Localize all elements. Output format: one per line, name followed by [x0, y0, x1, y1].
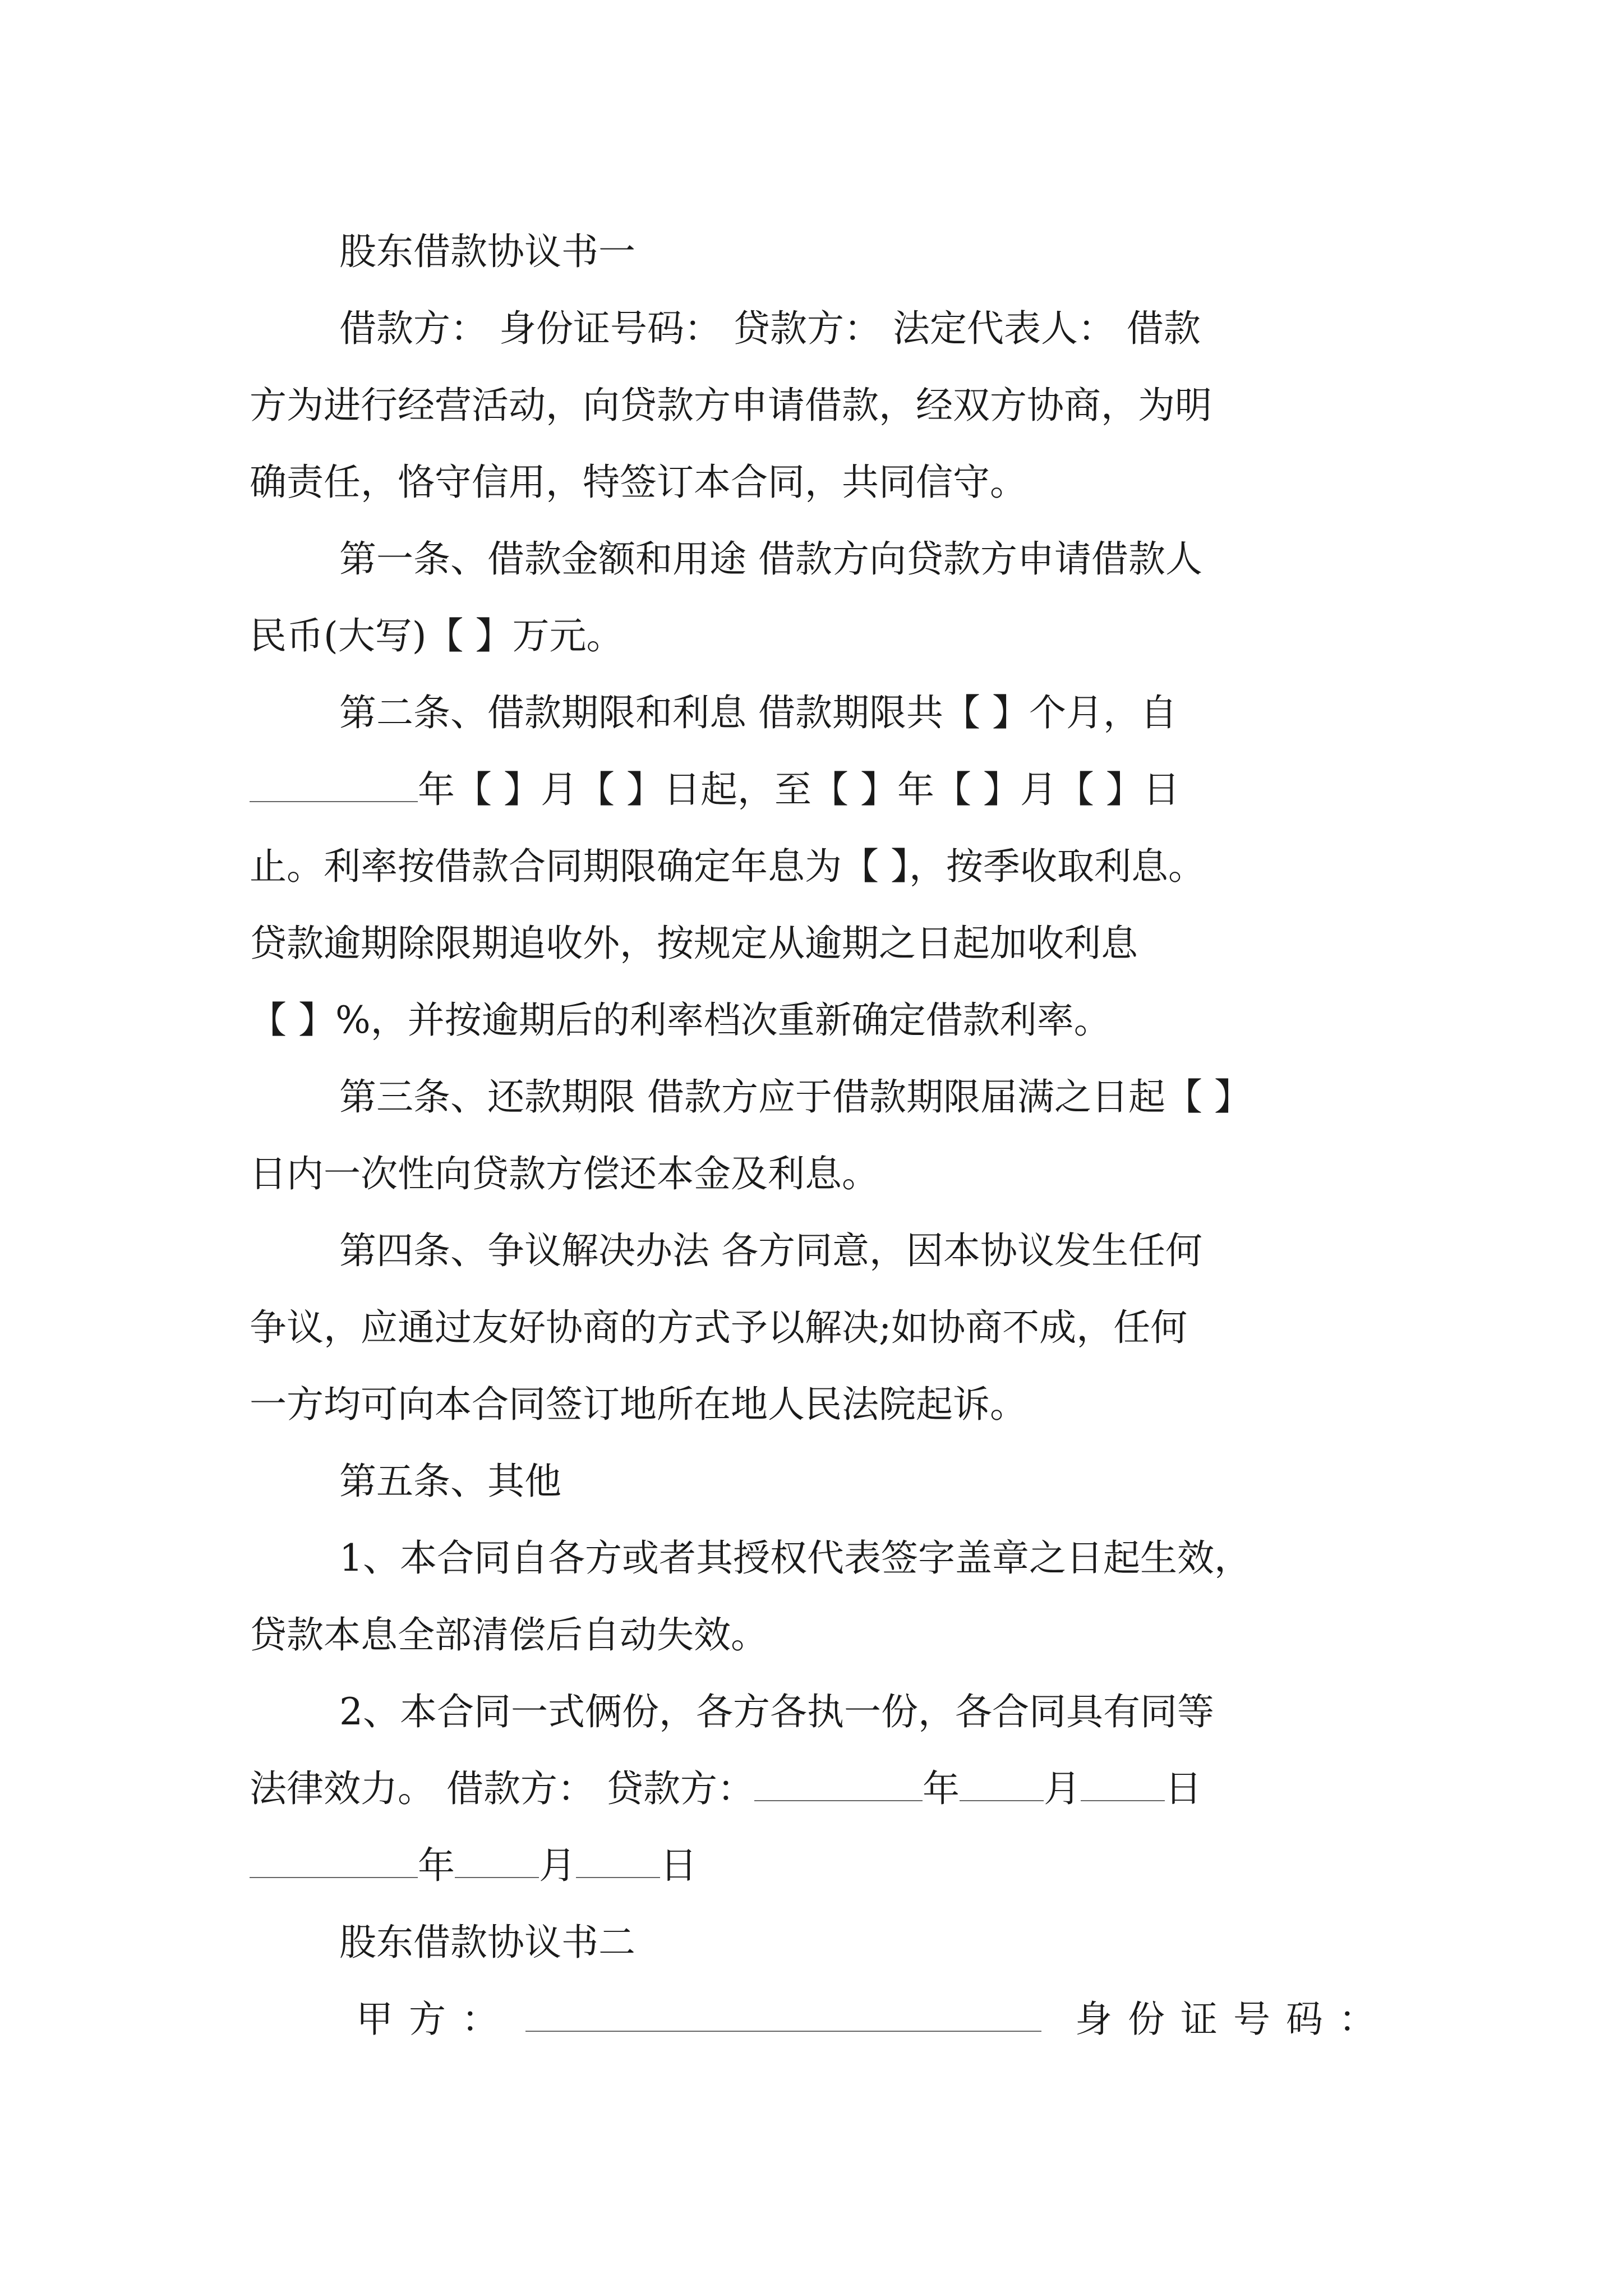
blank-underline: [754, 1763, 923, 1801]
signature-date-line: [250, 1827, 1388, 1904]
month-label: 月: [1043, 1767, 1081, 1810]
signature-parties: 法律效力。 借款方： 贷款方：: [250, 1767, 754, 1810]
party-a-label: 甲方：: [356, 1998, 514, 2041]
blank-underline: [455, 1840, 539, 1878]
article-text: 年【 】月【 】日起，至【 】年【 】月【 】日: [418, 768, 1180, 811]
article-line: 第一条、借款金额和用途 借款方向贷款方申请借款人: [339, 537, 1202, 581]
intro-line: 方为进行经营活动，向贷款方申请借款，经双方协商，为明: [250, 384, 1212, 427]
article-line: [250, 751, 1388, 828]
blank-underline: [250, 764, 418, 802]
article-5-title: 第五条、其他: [339, 1460, 561, 1503]
article-4: [250, 1212, 1388, 1443]
blank-underline: [576, 1840, 660, 1878]
article-line: 【 】%，并按逾期后的利率档次重新确定借款利率。: [250, 999, 1111, 1042]
article-1: [250, 521, 1388, 674]
day-label: 日: [660, 1844, 697, 1887]
article-line: 一方均可向本合同签订地所在地人民法院起诉。: [250, 1383, 1027, 1426]
day-label: 日: [1164, 1767, 1202, 1810]
document-title-2: 股东借款协议书二: [339, 1921, 635, 1964]
article-line: 第三条、还款期限 借款方应于借款期限届满之日起【 】: [339, 1075, 1251, 1119]
month-label: 月: [539, 1844, 576, 1887]
article-line: 日内一次性向贷款方偿还本金及利息。: [250, 1152, 879, 1195]
id-number-label: 身份证号码：: [1075, 1998, 1391, 2041]
article-line: 争议，应通过友好协商的方式予以解决;如协商不成，任何: [250, 1306, 1188, 1349]
document-page: [250, 213, 1391, 2058]
article-2: [250, 674, 1388, 1059]
article-line: 2、本合同一式俩份，各方各执一份，各合同具有同等: [339, 1690, 1214, 1733]
blank-underline: [1081, 1763, 1165, 1801]
document-title-1: 股东借款协议书一: [339, 230, 635, 273]
year-label: 年: [418, 1844, 455, 1887]
blank-underline: [250, 1840, 418, 1878]
article-line: 止。利率按借款合同期限确定年息为【 】，按季收取利息。: [250, 845, 1205, 888]
article-3: [250, 1059, 1388, 1212]
article-line: 贷款逾期除限期追收外，按规定从逾期之日起加收利息: [250, 922, 1138, 965]
article-line: 贷款本息全部清偿后自动失效。: [250, 1613, 768, 1657]
intro-line: 确责任，恪守信用，特签订本合同，共同信守。: [250, 461, 1027, 504]
party-a-line: [250, 1981, 1391, 2058]
blank-underline: [525, 1994, 1041, 2032]
article-line: 第二条、借款期限和利息 借款期限共【 】个月，自: [339, 691, 1177, 734]
intro-paragraph: [250, 290, 1388, 521]
intro-line: 借款方： 身份证号码： 贷款方： 法定代表人： 借款: [339, 307, 1201, 350]
article-5-item-2: [250, 1673, 1388, 1904]
party-a-row: [250, 1981, 1391, 2058]
article-line: 第四条、争议解决办法 各方同意，因本协议发生任何: [339, 1229, 1202, 1272]
year-label: 年: [922, 1767, 960, 1810]
article-5-item-1: [250, 1520, 1388, 1673]
article-line: 民币(大写)【 】万元。: [250, 614, 624, 657]
article-line: 1、本合同自各方或者其授权代表签字盖章之日起生效，: [339, 1536, 1251, 1580]
blank-underline: [960, 1763, 1044, 1801]
signature-line: [250, 1750, 1388, 1827]
